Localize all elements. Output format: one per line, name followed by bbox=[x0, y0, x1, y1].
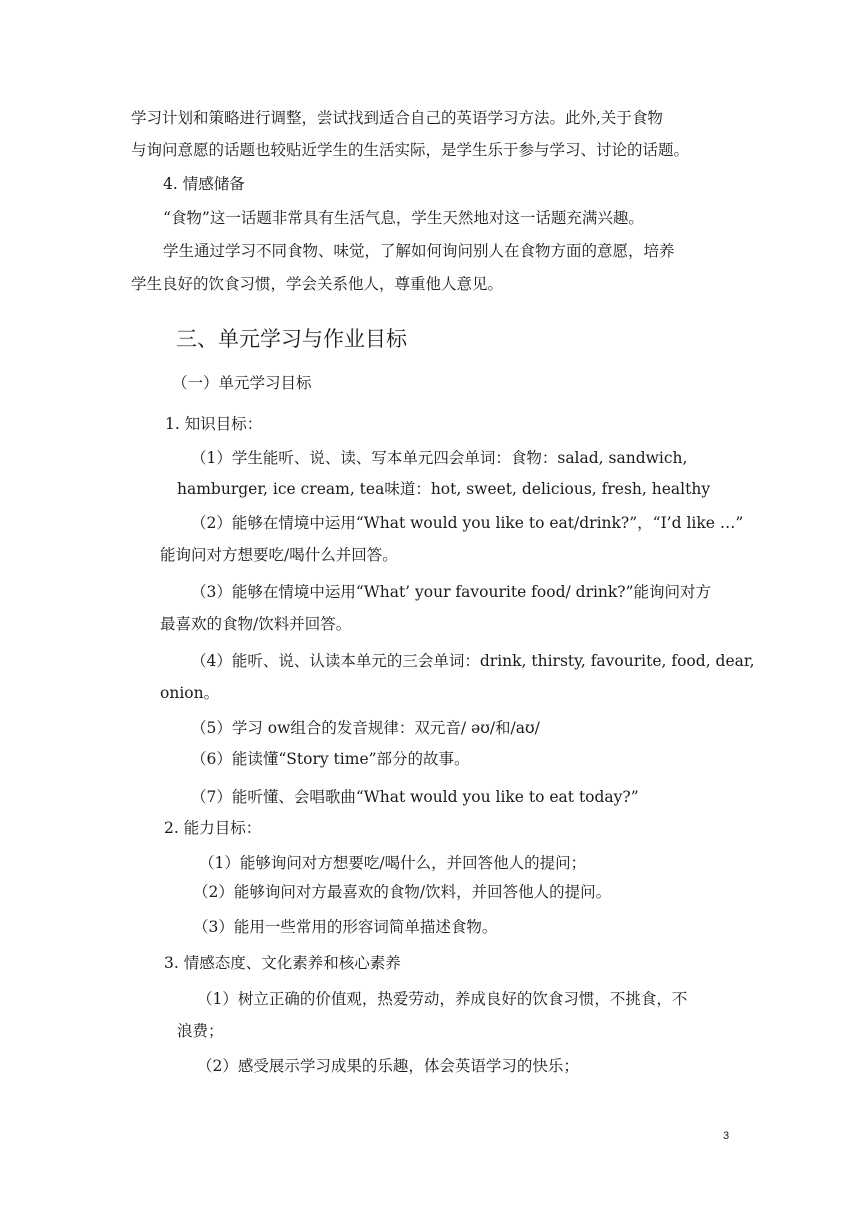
list-item: （1）能够询问对方想要吃/喝什么，并回答他人的提问； bbox=[199, 854, 587, 872]
list-item-continuation: 能询问对方想要吃/喝什么并回答。 bbox=[160, 546, 398, 564]
list-item-continuation: onion。 bbox=[160, 684, 220, 702]
list-item: （7）能听懂、会唱歌曲“What would you like to eat today?” bbox=[191, 788, 639, 806]
paragraph-line: 学生良好的饮食习惯，学会关系他人，尊重他人意见。 bbox=[131, 275, 504, 293]
section-title: 三、单元学习与作业目标 bbox=[176, 327, 407, 351]
list-item: （1）树立正确的价值观，热爱劳动，养成良好的饮食习惯，不挑食，不 bbox=[197, 990, 688, 1008]
list-item: （2）能够在情境中运用“What would you like to eat/drink?”，“I’d like …” bbox=[191, 514, 744, 532]
list-item-continuation: hamburger, ice cream, tea味道：hot, sweet, delicious, fresh, healthy bbox=[177, 480, 711, 498]
paragraph-line: 学习计划和策略进行调整，尝试找到适合自己的英语学习方法。此外,关于食物 bbox=[131, 109, 663, 127]
knowledge-heading: 1. 知识目标： bbox=[165, 415, 263, 433]
attitude-heading: 3. 情感态度、文化素养和核心素养 bbox=[164, 954, 401, 972]
list-item: （4）能听、说、认读本单元的三会单词：drink, thirsty, favourite, food, dear, bbox=[191, 652, 755, 670]
list-item: （6）能读懂“Story time”部分的故事。 bbox=[191, 750, 470, 768]
page-number: 3 bbox=[723, 1130, 730, 1142]
list-item: （5）学习 ow组合的发音规律：双元音/ əʊ/和/aʊ/ bbox=[191, 719, 540, 737]
list-item: （3）能用一些常用的形容词简单描述食物。 bbox=[193, 918, 498, 936]
list-item-continuation: 最喜欢的食物/饮料并回答。 bbox=[160, 615, 352, 633]
emotion-heading: 4. 情感储备 bbox=[163, 175, 245, 193]
list-item: （3）能够在情境中运用“What’ your favourite food/ drink?”能询问对方 bbox=[191, 583, 712, 601]
list-item-continuation: 浪费； bbox=[177, 1022, 224, 1040]
paragraph-line: 学生通过学习不同食物、味觉，了解如何询问别人在食物方面的意愿，培养 bbox=[163, 242, 675, 260]
list-item: （1）学生能听、说、读、写本单元四会单词：食物：salad, sandwich, bbox=[191, 449, 688, 467]
paragraph-line: 与询问意愿的话题也较贴近学生的生活实际，是学生乐于参与学习、讨论的话题。 bbox=[131, 141, 690, 159]
paragraph-line: “食物”这一话题非常具有生活气息，学生天然地对这一话题充满兴趣。 bbox=[163, 209, 644, 227]
subsection-title: （一）单元学习目标 bbox=[172, 374, 312, 392]
list-item: （2）能够询问对方最喜欢的食物/饮料，并回答他人的提问。 bbox=[193, 883, 612, 901]
ability-heading: 2. 能力目标： bbox=[164, 819, 262, 837]
list-item: （2）感受展示学习成果的乐趣，体会英语学习的快乐； bbox=[197, 1057, 579, 1075]
